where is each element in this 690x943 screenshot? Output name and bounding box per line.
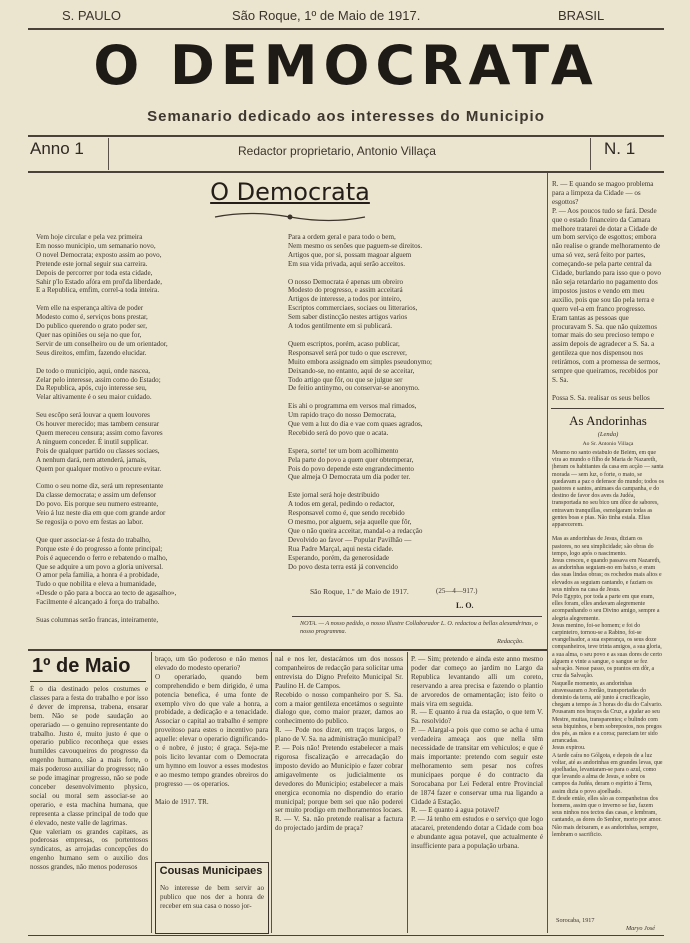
bottom-column-1: É o dia destinado pelos costumes e classes para a festa do trabalho e por isso é dever de imprensa, trabena, ensarar bem. Não se pode saudação ao operariado — o genuino representante do trabalho. Justo é, muito justo é que o operario publico reconheça que esses humildes cavouqueiros do progresso da engenho humano, são a mais forte, o mais poderoso auxiliar do progresso; não se pode imaginar progresso, não se pode conceber desenvolvimento physico, social ou moral sem associar-se ao operario, e esta machina humana, que representa a classe principal de todo que é elevado, neste valle de lagrimas. Que valeriam os grandes capitaes, as poderosas empresas, os portentosos syndicatos, as arrojadas concepções do engenho humano sem o auxilio dos nossos grandes, não menos poderosos: [30, 685, 148, 872]
divider: [590, 138, 591, 170]
editor-note: NOTA. — A nosso pedido, o nosso illustre Collaborador L. O. redactou a bellas alexandrinas, o nosso programma.: [300, 620, 538, 635]
box-title: Cousas Municipaes: [159, 865, 263, 877]
note-signature: Redacção.: [497, 638, 524, 645]
masthead-rule-upper: [28, 135, 664, 137]
masthead-country: BRASIL: [558, 8, 605, 23]
interview-continuation: R. — E quando se magoo problema para a limpeza da Cidade — os esgottos? P. — Aos poucos tudo se fará. Desde que o estado financeiro da Camara melhore tratarei de dotar a Cidade de um bom serviço de esgottos; embora não realise o grande melhoramento de uma só vez, será feito por partes, começando-se pela parte central da Cidade, burlando para isso que o povo não seja retardario no pagamento dos impostos justos e vendo em meu auxilio, pois que sou tão pela terra e quero vel-a em franco progresso. Eram tantas as pessoas que procuravam S. Sa. que não quizemos tomar mais do seu precioso tempo e assim depois de agradecer a S. Sa. a gentileza que nos dispensou nos retirámos, com a promessa de sermos, sempre que queiramos, recebidos por S. Sa. Possa S. Sa. realisar os seus bellos: [552, 180, 661, 400]
divider: [271, 652, 272, 933]
ornament-icon: [210, 210, 370, 224]
masthead-year: Anno 1: [30, 139, 84, 158]
bottom-column-2: braço, um tão poderoso e não menos elevado do modesto operario? O operariado, quando bem comprehendido e bem dirigido, é uma potencia benefica, é uma fonte de exemplo vivo do que vale a honra, a probidade, a dedicação e a tenacidade. Associar o capital ao trabalho é sempre proveitoso para estes o incentivo para aquelle: elevar o operario dignificando-o é nobre, é justo; é graça. Seja-me pois licito levantar com o Democrata um hymno em louvor a esses modestos e ao mesmo tempo grandes obreiros do progresso — os operarios. Maio de 1917. TR.: [155, 655, 268, 806]
masthead-city: S. PAULO: [62, 8, 122, 23]
masthead-dateline: São Roque, 1º de Maio de 1917.: [232, 8, 421, 23]
bottom-heading: 1º de Maio: [32, 655, 131, 677]
bottom-column-4: P. — Sim; pretendo e ainda este anno mesmo poder dar começo ao jardim no Largo da Republica levantando alli um coreto, reservando a area precisa e fazendo o plantio de arvoredos de ornamentação; isto feito o mais vira em seguida. R. — E quanto á rua da estação, o que tem V. Sa. resolvido? P. — Alargal-a pois que como se acha é uma verdadeira ameaça aos que nella têm necessidade de transitar em vehiculos; e que é mais importante: pretendo com seguir este melhoramento sem pesar nos cofres municipaes porque é do contracto da Sorocabana por Lei Federal entre Provincial de 1874 fazer e conservar uma rua ligando a Cidade á Estação. R. — E quanto á agua potavel? P. — Já tenho em estudos e o serviço que logo atacarei, pretendendo dotar a Cidade com boa e abundante agua potavel, que actualmente é insufficiente para a população urbana.: [411, 655, 543, 851]
lead-heading: O Democrata: [210, 178, 370, 206]
poem-place: Sorocaba, 1917: [556, 917, 595, 924]
masthead-title: O DEMOCRATA: [93, 34, 599, 97]
lead-column-2: Para a ordem geral e para todo o bem, Nem mesmo os senões que paguem-se direitos. Artigos que, por si, possam magoar alguem Em sua vida privada, aqui serão acceitos. O nosso Democrata é apenas um obreiro Modesto do progresso, e assim acceitará Artigos de interesse, a todos por inteiro, Escriptos commerciaes, sociaes ou litterarios, Sem saber distincção nestes artigos varios A todos gentilmente em si publicará. Quem escriptos, porém, acaso publicar, Responsavel será por tudo o que escrever, Muito embora assignado em simples pseudonymo; Deixando-se, no entanto, aqui de se acceitar, Todo artigo que fôr, ou que se julgue ser De feitio antinymo, ou conservar-se anonymo. Eis ahi o programma em versos mal rimados, Um rapido traço do nosso Democrata, Que vem a luz do dia e vae com quaes agrados, Recebido será do povo que o acata. Espera, sorte! ter um bom acolhimento Pela parte do povo a quem quer obtemperar, Pois do povo depende este engrandecimento Que almeja O Democrata um dia poder ter. Este jornal será hoje destribuido A todos em geral, pedindo o redactor, Responsavel como é, que sendo recebido O mesmo, por alguem, seja aquelle que fôr, Que o não queira acceitar, mandal-o a redacção Devolvido ao favor — Popular Pavilhão — Rua Padre Marçal, aqui nesta cidade. Esperando, porém, da generosidade Do povo desta terra está já convencido: [288, 233, 433, 571]
divider: [151, 652, 152, 933]
poem-dedication: Ao Sr. Antonio Villaça: [582, 441, 634, 447]
poem-signature: Maryo José: [626, 925, 656, 932]
divider: [30, 681, 146, 682]
masthead-editor: Redactor proprietario, Antonio Villaça: [238, 144, 436, 158]
poem-title: As Andorinhas: [569, 413, 647, 428]
signoff-initials: L. O.: [456, 601, 474, 610]
divider: [551, 408, 664, 409]
bottom-rule: [28, 935, 664, 936]
masthead-rule-lower: [28, 171, 664, 173]
signoff-place: São Roque, 1.º de Maio de 1917.: [310, 587, 409, 596]
divider: [108, 138, 109, 170]
bottom-column-3: nal e nos ler, destacámos um dos nossos companheiros de redacção para solicitar uma entrevista do Digno Prefeito Municipal Sr. Paulino H. de Campos. Recebido o nosso companheiro por S. Sa. com a maior gentileza encetámos o seguinte dialogo que, como maior prazer, damos ao conhecimento do publico. R. — Pode nos dizer, em traços largos, o plano de V. Sa. na administração municipal? P. — Pois não! Pretendo estabelecer a mais rigorosa fiscalização e arrecadação do imposto devido ao Municipio e fazer cobrar amigavelmente os judicialmente os devedores do Municipio; estabelecer a mais energica economia no dispendio do erario municipal; porque bem sei que não poderei ser muito prodigo em melhoramentos locaes. R. — V. Sa. não pretende realisar a factura do projectado jardim de praça?: [275, 655, 403, 833]
poem-text: Mesmo no santo estabulo de Belém, em que vira ao mundo o filho de Maria de Nazareth, jheram os habitantes da casa em acção — santa morada — sem luz, o forte, o mato, se quedavam a paz o defensor do mundo; todos os pastores e santos, animaes da campanha, e do destino de favor dos aves da Judéa, transportada no seu bico um dôce de sabores, entravam tranquillas, esmolgaram todas as gentes boas e pias. Não tinha estala. Elias apparecerem. Mas as andorinhas de Jesus, diziam os pastores, no seu simplicidade; são obras do tempo, logo após o nascimento. Jesus cresceu, e quando passava em Nazareth, as andorinhas seguiam-no em baixo, e eram das suas lindas obras; os rochedos mais altos e elevados as seguiam cantando, e faziam os seus ninhos na casa de Jesus. Pelo Egypto, por toda a parte em que eram, elles foram, elles andavam alegremente acompanhando o seu Divino amigo, sempre a alegria alegremente. Jesus menino, foi-se homem; e foi do carpinteiro, tornou-se a Rabino, foi-se evangelisador, a sua esperança, os seus doze companheiros, teve trinta amigos, a sua gloria, a sua alma, o seu povo e as suas dores de certo alguem e vinte a sangue, o sangue se fez salvação. Nesse passo, os prantos em dôr, a cruz da Salvação. Naquelle momento, as andorinhas atravessaram o Jordão, transportadas do dominio da terra, até junto á crucificação, chegam a tempo ás 3 horas do dia do Calvario. Pousaram nos braços da Cruz, a ajudar ao seu Mestre, muitas, transparentes; e bulindo com seus biquinhos, e bem sobrepostos, nos pregos dos pés, as mãos e a coroa; pareciam ter sido arrancadas. Jesus expirou. A tarde caíra no Gólgota, e depois de a luz voltar, até as andorinhas em grandes levas, que ajoelhadas, levantaram-se para o azul, como que levando a alma de Jesus, e sobre os campos da Judéa, deram o espírito á Terra, assim dizia o povo ajoelhado. E desde então, elles são as companheiras dos homens, assim que o inverno se faz, fazem seus ninhos nos tectos das casas, e lembram, cantando, as dores do Senhor, morto por amor. Não mais deixaram, e as andorinhas, sempre, lembram o sacrificio.: [552, 450, 664, 838]
section-rule: [28, 649, 547, 651]
divider: [407, 652, 408, 933]
masthead-number: N. 1: [604, 139, 636, 158]
lead-column-1: Vem hoje circular e pela vez primeira Em nosso municipio, um semanario novo, O novel Democrata; exposto assim ao povo, Pretende este jornal seguir sua carreira. Depois de percorrer por toda esta cidade, Sahir p'lo Estado afóra em prol'da liberdade, E a Republica, emfim, correl-a toda inteira. Vem elle na esperança altiva de poder Modesto como é, serviços bons prestar, Do publico querendo o grato poder ser, Quer nas opiniões ou seja no que for, Servir de um conselheiro ou de um orientador, Seus direitos, emfim, fazendo elucidar. De todo o municipio, aqui, onde nascea, Zelar pelo interesse, assim como do Estado; Da Republica, após, cujo interesse seu, Velar altivamente é o seu maior cuidado. Seu escôpo será louvar a quem louvores Os houver merecido; mas tambem censurar Quem mereceu censura; assim como favores A ninguem conceder. É inutil supplicar. Pois de qualquer partido ou classes sociaes, A nenhum dará, nem attenderá, jamais, Quem por qualquer motivo o procure evitar. Como o seu nome diz, será um representante Da classe democrata; e assim um defensor Do povo. Eis porque seu numero estreante, Veio á luz neste dia em que com grande ardor Se regosija o povo em festas ao labor. Que quer associar-se á festa do trabalho, Porque este é do progresso a fonte principal; Pois é aquecendo o ferro e rebatendo o malho, Que se adquire a um povo a gloria universal. O amor pela familia, a honra é a probidade, Tudo o que nobilita e eleva a humanidade, «Desde o pão para a bocca ao tecto de agasalho», Facilmente é alcançado á força do trabalho. Suas columnas serão francas, inteiramente,: [36, 233, 177, 623]
divider: [547, 173, 548, 933]
note-rule: [292, 616, 542, 617]
poem-subtitle: (Lenda): [597, 431, 619, 438]
box-text: No interesse de bem servir ao publico que nos der a honra de receber em sua casa o nosso jor-: [160, 884, 264, 910]
top-rule: [28, 28, 664, 30]
signoff-date: (25—4—917.): [436, 587, 478, 595]
masthead-subtitle: Semanario dedicado aos interesses do Municipio: [147, 108, 545, 125]
